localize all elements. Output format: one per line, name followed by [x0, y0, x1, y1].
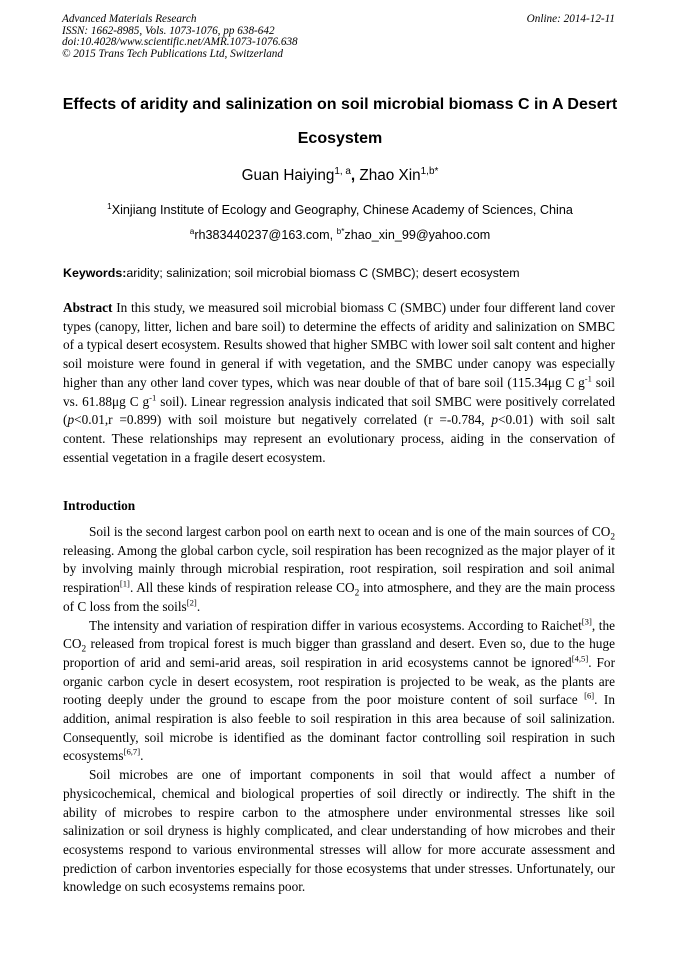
intro-paragraph-2	[63, 617, 615, 767]
citation-ref[interactable]: [4,5]	[571, 653, 589, 664]
paragraph-text: . All these kinds of respiration release CO	[129, 580, 355, 596]
abstract-text: <0.01,r =0.899) with soil moisture but negatively correlated (r =-0.784,	[74, 412, 492, 428]
abstract	[63, 299, 615, 467]
journal-name: Advanced Materials Research	[62, 13, 197, 25]
copyright-line: © 2015 Trans Tech Publications Ltd, Switzerland	[62, 47, 283, 60]
citation-ref[interactable]: [3]	[581, 616, 592, 627]
title-line-2: Ecosystem	[297, 130, 383, 147]
author-1-affil: 1, a	[334, 165, 351, 177]
subscript: 2	[81, 644, 87, 655]
paragraph-text: .	[140, 748, 144, 764]
citation-ref[interactable]: [2]	[186, 597, 197, 608]
paragraph-text: The intensity and variation of respiration differ in various ecosystems. According to Raichet	[89, 617, 582, 633]
abstract-text: soil vs. 61.88μg C g	[63, 374, 615, 409]
abstract-label: Abstract	[63, 300, 113, 315]
author-1: Guan Haiying	[241, 167, 335, 184]
email-b-marker: b*	[336, 226, 345, 236]
author-2: Zhao Xin	[359, 167, 421, 184]
subscript: 2	[354, 588, 360, 599]
title-line-1: Effects of aridity and salinization on soil microbial biomass C in A Desert	[62, 96, 618, 113]
affiliation-marker: 1	[107, 201, 112, 211]
p-value-symbol: p	[67, 412, 75, 428]
paragraph-text: into atmosphere, and they are the main process of C loss from the soils	[63, 580, 615, 614]
keywords	[63, 264, 615, 282]
affiliation-text: Xinjiang Institute of Ecology and Geography, Chinese Academy of Sciences, China	[111, 203, 573, 217]
doi-line: doi:10.4028/www.scientific.net/AMR.1073-1076.638	[62, 36, 298, 49]
abstract-text: <0.01) with soil salt content. These relationships may represent an evolutionary process, aiding in the conservation of essential vegetation in a fragile desert ecosystem.	[63, 412, 615, 465]
online-date: Online: 2014-12-11	[526, 13, 615, 25]
introduction-body	[63, 523, 615, 897]
p-value-symbol: p	[491, 412, 499, 428]
citation-ref[interactable]: [6,7]	[123, 747, 141, 758]
unit-exponent: -1	[584, 373, 592, 384]
paper-title	[40, 88, 640, 156]
paragraph-text: released from tropical forest is much bigger than grassland and desert. Even so, due to the huge proportion of arid and semi-arid areas, soil respiration in arid ecosystems cannot be ignored	[63, 636, 615, 670]
abstract-text: In this study, we measured soil microbial biomass C (SMBC) under four different land cover types (canopy, litter, lichen and bare soil) to determine the effects of aridity and salinization on SMBC of a typical desert ecosystem. Results showed that higher SMBC with lower soil salt content and higher soil moisture were found in general if with vegetation, and the SMBC under canopy was especially higher than any other land cover types, which was near double of that of bare soil (115.34μg C g	[63, 300, 615, 390]
abstract-paragraph	[63, 299, 615, 467]
paragraph-text: releasing. Among the global carbon cycle, soil respiration has been recognized as the major player of it by involving mainly through microbial respiration, root respiration, soil respiration and soil animal respiration	[63, 542, 615, 596]
paragraph-text: . For organic carbon cycle in desert ecosystem, root respiration is projected to be weak, as the plants are rooting deeply under the ground to escape from the poor moisture content of soil surface	[63, 654, 615, 708]
paragraph-text: .	[196, 598, 201, 614]
author-2-affil: 1,b*	[420, 165, 439, 177]
abstract-text: soil). Linear regression analysis indicated that soil SMBC were positively correlated (	[63, 393, 615, 428]
paragraph-text: Soil is the second largest carbon pool on earth next to ocean and is one of the main sources of CO	[89, 524, 611, 539]
introduction-heading: Introduction	[63, 498, 136, 513]
paragraph-text: , the CO	[63, 617, 615, 652]
intro-paragraph-3: Soil microbes are one of important components in soil that would affect a number of physicochemical, chemical and biological properties of soil directly or indirectly. The shift in the ability of microbes to respire carbon to the atmosphere under environmental stresses like soil salinization or soil dryness is highly complicated, and clear understanding of how microbes and their ecosystems respond to various environmental stresses will allow for more accurate assessment and prediction of carbon inventories especially for those ecosystems that under stresses. Unfortunately, our knowledge on such ecosystems remains poor.	[63, 767, 615, 895]
issn-line: ISSN: 1662-8985, Vols. 1073-1076, pp 638-642	[62, 24, 275, 37]
affiliation	[40, 201, 640, 219]
email-b[interactable]: zhao_xin_99@yahoo.com	[344, 228, 491, 242]
paragraph-text: . In addition, animal respiration is also feeble to soil respiration in this area because of soil salinization. Consequently, soil microbe is identified as the dominant factor controlling soil respiration in such ecosystems	[63, 692, 615, 764]
journal-header	[62, 14, 615, 60]
subscript: 2	[610, 532, 615, 543]
email-a-marker: a	[189, 226, 195, 236]
email-a[interactable]: rh383440237@163.com,	[194, 228, 337, 242]
keywords-label: Keywords:	[63, 266, 127, 280]
intro-paragraph-1	[63, 523, 615, 617]
keywords-text: aridity; salinization; soil microbial biomass C (SMBC); desert ecosystem	[126, 266, 520, 280]
authors	[40, 166, 640, 186]
citation-ref[interactable]: [6]	[584, 690, 595, 701]
citation-ref[interactable]: [1]	[119, 578, 130, 589]
author-separator: ,	[350, 167, 360, 184]
unit-exponent: -1	[149, 392, 157, 403]
author-emails	[40, 226, 640, 244]
